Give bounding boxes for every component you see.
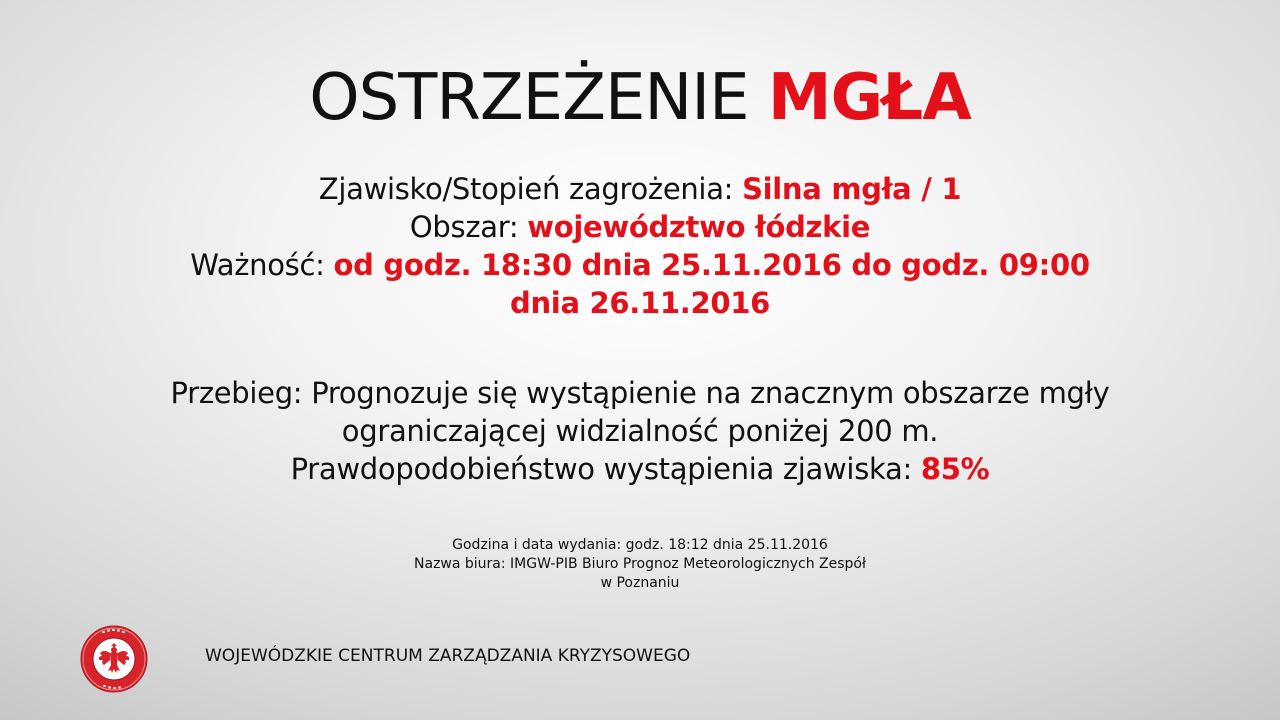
validity-line xyxy=(0,246,1280,284)
issue-office-city: w Poznaniu xyxy=(600,575,680,591)
phenomenon-value: Silna mgła / 1 xyxy=(742,172,962,206)
warning-title xyxy=(0,58,1280,138)
validity-line-2 xyxy=(0,284,1280,322)
phenomenon-label: Zjawisko/Stopień zagrożenia: xyxy=(318,172,734,206)
validity-value-line2: dnia 26.11.2016 xyxy=(510,286,770,320)
forecast-course xyxy=(0,374,1280,488)
issue-office: Nazwa biura: IMGW-PIB Biuro Prognoz Meteorologicznych Zespół xyxy=(414,556,866,572)
probability-line xyxy=(0,450,1280,488)
warning-title-main: OSTRZEŻENIE xyxy=(309,61,749,135)
probability-label: Prawdopodobieństwo wystąpienia zjawiska: xyxy=(290,452,912,486)
issue-time: Godzina i data wydania: godz. 18:12 dnia 25.11.2016 xyxy=(452,537,828,553)
probability-value: 85% xyxy=(920,452,990,486)
organization-name: WOJEWÓDZKIE CENTRUM ZARZĄDZANIA KRYZYSOWEGO xyxy=(205,646,691,666)
issue-info xyxy=(0,536,1280,593)
course-line-1: Przebieg: Prognozuje się wystąpienie na znacznym obszarze mgły xyxy=(170,376,1110,410)
phenomenon-line xyxy=(0,170,1280,208)
validity-value-line1: od godz. 18:30 dnia 25.11.2016 do godz. 09:00 xyxy=(333,248,1090,282)
course-line-2: ograniczającej widzialność poniżej 200 m. xyxy=(341,414,939,448)
area-line xyxy=(0,208,1280,246)
warning-details xyxy=(0,170,1280,322)
polish-eagle-seal-icon xyxy=(80,625,148,693)
area-label: Obszar: xyxy=(409,210,519,244)
warning-title-highlight: MGŁA xyxy=(767,61,971,135)
area-value: województwo łódzkie xyxy=(527,210,871,244)
validity-label: Ważność: xyxy=(190,248,325,282)
